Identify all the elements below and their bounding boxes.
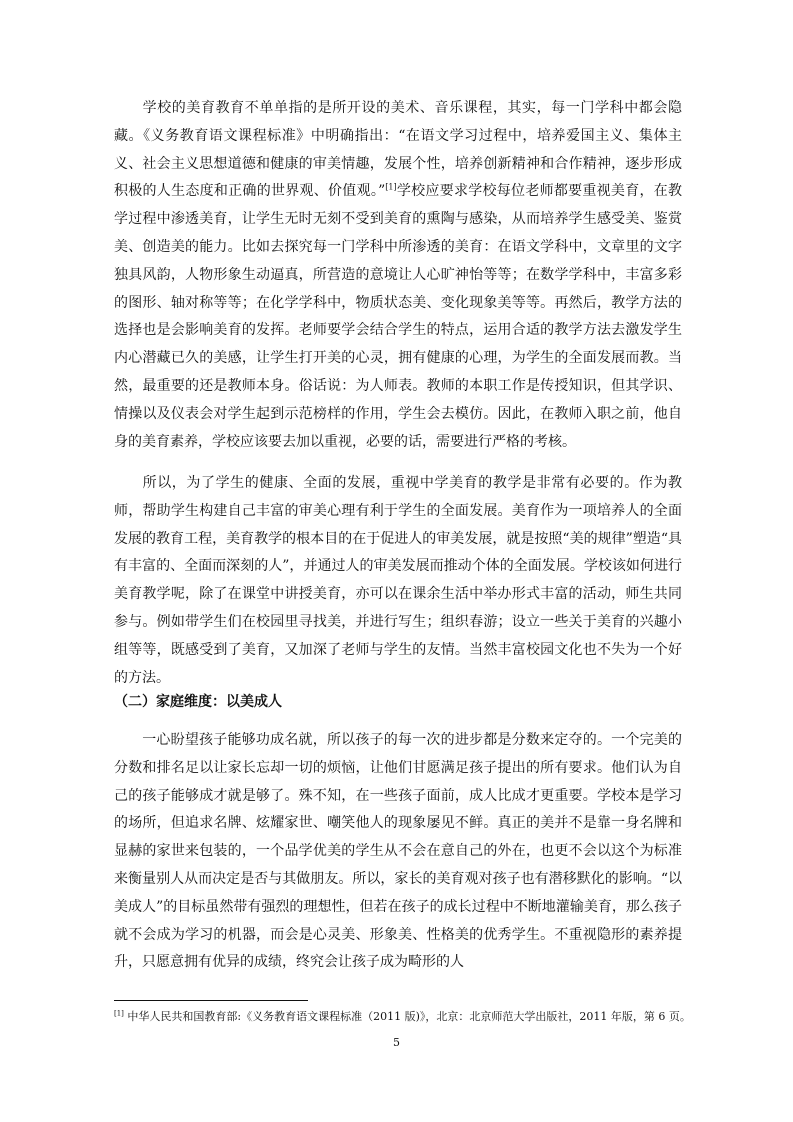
paragraph-family-dimension xyxy=(114,727,682,977)
paragraph-text: 一心盼望孩子能够功成名就，所以孩子的每一次的进步都是分数来定夺的。一个完美的分数和排名足以让家长忘却一切的烦恼，让他们甘愿满足孩子提出的所有要求。他们认为自己的孩子能够成才就是够了。殊不知，在一些孩子面前，成人比成才更重要。学校本是学习的场所，但追求名牌、炫耀家世、嘲笑他人的现象屡见不鲜。真正的美并不是靠一身名牌和显赫的家世来包装的，一个品学优美的学生从不会在意自己的外在，也更不会以这个为标准来衡量别人从而决定是否与其做朋友。所以，家长的美育观对孩子也有潜移默化的影响。“以美成人”的目标虽然带有强烈的理想性，但若在孩子的成长过程中不断地灌输美育，那么孩子就不会成为学习的机器，而会是心灵美、形象美、性格美的优秀学生。不重视隐形的素养提升，只愿意拥有优异的成绩，终究会让孩子成为畸形的人 xyxy=(114,732,682,971)
paragraph-text-part-2: 学校应要求学校每位老师都要重视美育，在教学过程中渗透美育，让学生无时无刻不受到美育的熏陶与感染，从而培养学生感受美、鉴赏美、创造美的能力。比如去探究每一门学科中所渗透的美育：在语文学科中，文章里的文字独具风韵，人物形象生动逼真，所营造的意境让人心旷神怡等等；在数学学科中，丰富多彩的图形、轴对称等等；在化学学科中，物质状态美、变化现象美等等。再然后，教学方法的选择也是会影响美育的发挥。老师要学会结合学生的特点，运用合适的教学方法去激发学生内心潜藏已久的美感，让学生打开美的心灵，拥有健康的心理，为学生的全面发展而教。当然，最重要的还是教师本身。俗话说：为人师表。教师的本职工作是传授知识，但其学识、情操以及仪表会对学生起到示范榜样的作用，学生会去模仿。因此，在教师入职之前，他自身的美育素养，学校应该要去加以重视，必要的话，需要进行严格的考核。 xyxy=(114,183,683,450)
section-heading: （二）家庭维度：以美成人 xyxy=(114,694,282,710)
footnote-text: 中华人民共和国教育部:《义务教育语文课程标准（2011 版)》，北京：北京师范大学出版社，2011 年版，第 6 页。 xyxy=(123,1010,691,1023)
paragraph-student-development xyxy=(114,470,682,692)
footnote-separator-line xyxy=(114,1000,308,1001)
paragraph-text: 所以，为了学生的健康、全面的发展，重视中学美育的教学是非常有必要的。作为教师，帮助学生构建自己丰富的审美心理有利于学生的全面发展。美育作为一项培养人的全面发展的教育工程，美育教学的根本目的在于促进人的审美发展，就是按照“美的规律”塑造“具有丰富的、全面而深刻的人”，并通过人的审美发展而推动个体的全面发展。学校该如何进行美育教学呢，除了在课堂中讲授美育，亦可以在课余生活中举办形式丰富的活动，师生共同参与。例如带学生们在校园里寻找美，并进行写生；组织春游；设立一些关于美育的兴趣小组等等，既感受到了美育，又加深了老师与学生的友情。当然丰富校园文化也不失为一个好的方法。 xyxy=(114,475,682,686)
paragraph-school-aesthetic-education xyxy=(114,95,682,456)
page-number: 5 xyxy=(393,1036,400,1049)
paragraph-text-part-1: 学校的美育教育不单单指的是所开设的美术、音乐课程，其实，每一门学科中都会隐藏。《义务教育语文课程标准》中明确指出：“在语文学习过程中，培养爱国主义、集体主义、社会主义思想道德和健康的审美情趣，发展个性，培养创新精神和合作精神，逐步形成积极的人生态度和正确的世界观、价值观。” xyxy=(114,100,682,200)
footnote-marker: [1] xyxy=(114,1009,124,1018)
footnote-reference-marker: [1] xyxy=(385,182,397,192)
footnote xyxy=(114,1010,714,1024)
